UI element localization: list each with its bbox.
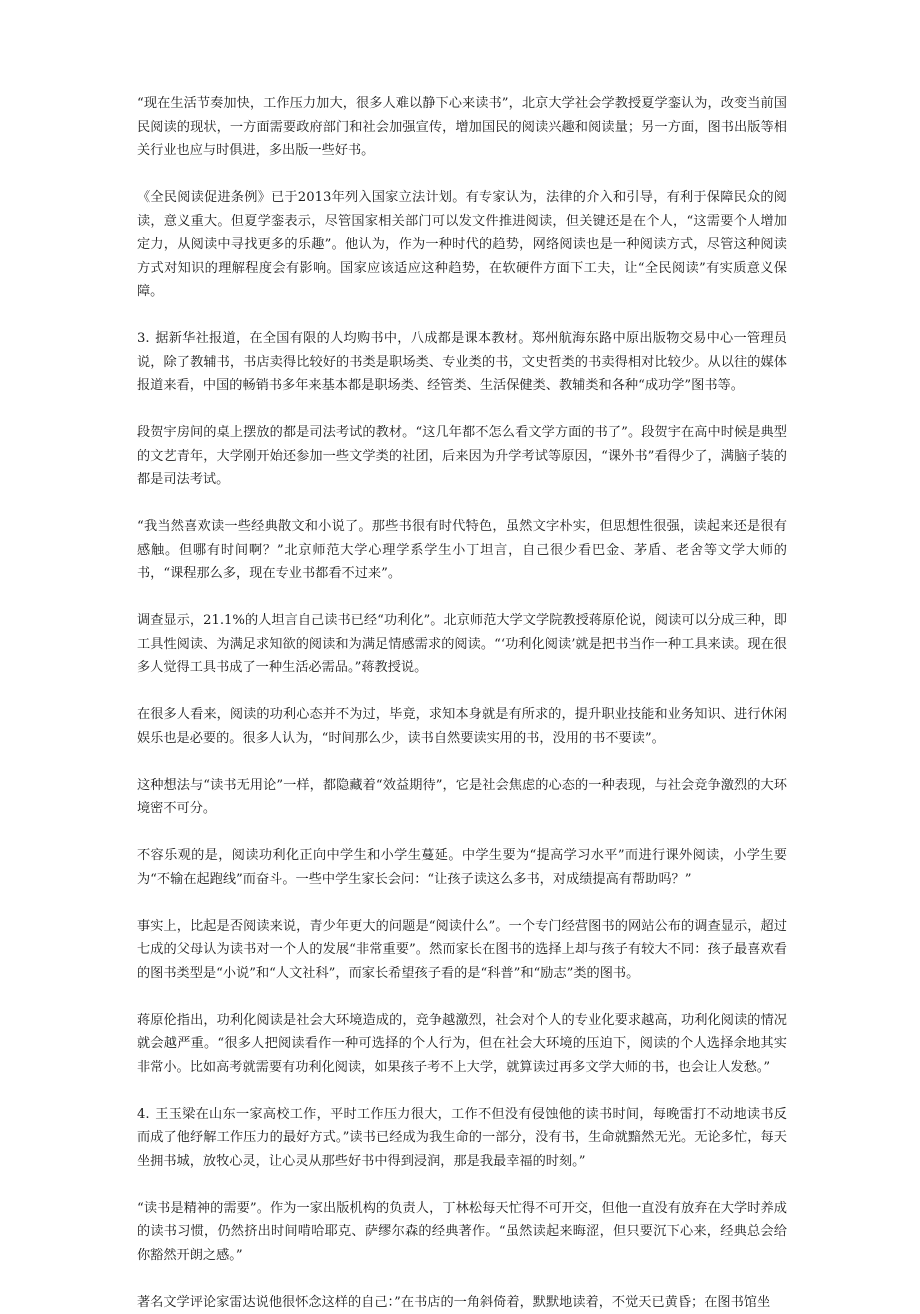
paragraph-text: 调查显示，21.1%的人坦言自己读书已经“功利化”。北京师范大学文学院教授蒋原伦说，阅读可以分成三种，即工具性阅读、为满足求知欲的阅读和为满足情感需求的阅读。“‘功利化阅读’就是把书当作一种工具来读。现在很多人觉得工具书成了一种生活必需品。”蒋教授说。 [137, 613, 787, 675]
paragraph-text: 著名文学评论家雷达说他很怀念这样的自己：”在书店的一角斜倚着，默默地读着，不觉天已黄昏；在图书馆坐 [137, 1295, 770, 1310]
paragraph [137, 915, 787, 986]
paragraph-text: 《全民阅读促进条例》已于2013年列入国家立法计划。有专家认为，法律的介入和引导，有利于保障民众的阅读，意义重大。但夏学銮表示，尽管国家相关部门可以发文件推进阅读，但关键还是在个人，“这需要个人增加定力，从阅读中寻找更多的乐趣”。他认为，作为一种时代的趋势，网络阅读也是一种阅读方式，尽管这种阅读方式对知识的理解程度会有影响。国家应该适应这种趋势，在软硬件方面下工夫，让“全民阅读”有实质意义保障。 [137, 190, 787, 299]
paragraph [137, 1103, 787, 1174]
paragraph [137, 774, 787, 821]
paragraph [137, 1197, 787, 1268]
paragraph [137, 1009, 787, 1080]
paragraph-text: 在很多人看来，阅读的功利心态并不为过，毕竟，求知本身就是有所求的，提升职业技能和业务知识、进行休闲娱乐也是必要的。很多人认为，“时间那么少，读书自然要读实用的书，没用的书不要读”。 [137, 707, 787, 746]
paragraph [137, 186, 787, 304]
document-page [137, 92, 787, 1314]
paragraph-number: 3. [137, 327, 155, 351]
paragraph [137, 327, 787, 398]
paragraph-text: 蒋原伦指出，功利化阅读是社会大环境造成的，竞争越激烈，社会对个人的专业化要求越高，功利化阅读的情况就会越严重。“很多人把阅读看作一种可选择的个人行为，但在社会大环境的压迫下，阅读的个人选择余地其实非常小。比如高考就需要有功利化阅读，如果孩子考不上大学，就算读过再多文学大师的书，也会让人发愁。” [137, 1013, 787, 1075]
paragraph [137, 844, 787, 891]
paragraph [137, 703, 787, 750]
paragraph [137, 421, 787, 492]
paragraph [137, 609, 787, 680]
paragraph-text: “现在生活节奏加快，工作压力加大，很多人难以静下心来读书”，北京大学社会学教授夏学銮认为，改变当前国民阅读的现状，一方面需要政府部门和社会加强宣传，增加国民的阅读兴趣和阅读量；另一方面，图书出版等相关行业也应与时俱进，多出版一些好书。 [137, 96, 787, 158]
paragraph-text: 段贺宇房间的桌上摆放的都是司法考试的教材。“这几年都不怎么看文学方面的书了”。段贺宇在高中时候是典型的文艺青年，大学刚开始还参加一些文学类的社团，后来因为升学考试等原因，“课外书”看得少了，满脑子装的都是司法考试。 [137, 425, 787, 487]
paragraph-text: 不容乐观的是，阅读功利化正向中学生和小学生蔓延。中学生要为“提高学习水平”而进行课外阅读，小学生要为“不输在起跑线”而奋斗。一些中学生家长会问：“让孩子读这么多书，对成绩提高有帮助吗？” [137, 848, 787, 887]
paragraph [137, 515, 787, 586]
paragraph [137, 92, 787, 163]
paragraph-text: “我当然喜欢读一些经典散文和小说了。那些书很有时代特色，虽然文字朴实，但思想性很强，读起来还是很有感触。但哪有时间啊？”北京师范大学心理学系学生小丁坦言，自己很少看巴金、茅盾、老舍等文学大师的书，“课程那么多，现在专业书都看不过来”。 [137, 519, 787, 581]
paragraph [137, 1291, 787, 1314]
paragraph-text: 王玉梁在山东一家高校工作，平时工作压力很大，工作不但没有侵蚀他的读书时间，每晚雷打不动地读书反而成了他纾解工作压力的最好方式。”读书已经成为我生命的一部分，没有书，生命就黯然无光。无论多忙，每天坐拥书城，放牧心灵，让心灵从那些好书中得到浸润，那是我最幸福的时刻。” [137, 1107, 787, 1169]
paragraph-number: 4. [137, 1103, 155, 1127]
paragraph-text: 据新华社报道，在全国有限的人均购书中，八成都是课本教材。郑州航海东路中原出版物交易中心一管理员说，除了教辅书，书店卖得比较好的书类是职场类、专业类的书，文史哲类的书卖得相对比较少。从以往的媒体报道来看，中国的畅销书多年来基本都是职场类、经管类、生活保健类、教辅类和各种“成功学”图书等。 [137, 331, 787, 393]
paragraph-text: 这种想法与“读书无用论”一样，都隐藏着“效益期待”，它是社会焦虑的心态的一种表现，与社会竞争激烈的大环境密不可分。 [137, 778, 787, 817]
paragraph-text: “读书是精神的需要”。作为一家出版机构的负责人，丁林松每天忙得不可开交，但他一直没有放弃在大学时养成的读书习惯，仍然挤出时间啃哈耶克、萨缪尔森的经典著作。“虽然读起来晦涩，但只要沉下心来，经典总会给你豁然开朗之感。” [137, 1201, 787, 1263]
paragraph-text: 事实上，比起是否阅读来说，青少年更大的问题是“阅读什么”。一个专门经营图书的网站公布的调查显示，超过七成的父母认为读书对一个人的发展“非常重要”。然而家长在图书的选择上却与孩子有较大不同：孩子最喜欢看的图书类型是“小说”和“人文社科”，而家长希望孩子看的是“科普”和“励志”类的图书。 [137, 919, 787, 981]
